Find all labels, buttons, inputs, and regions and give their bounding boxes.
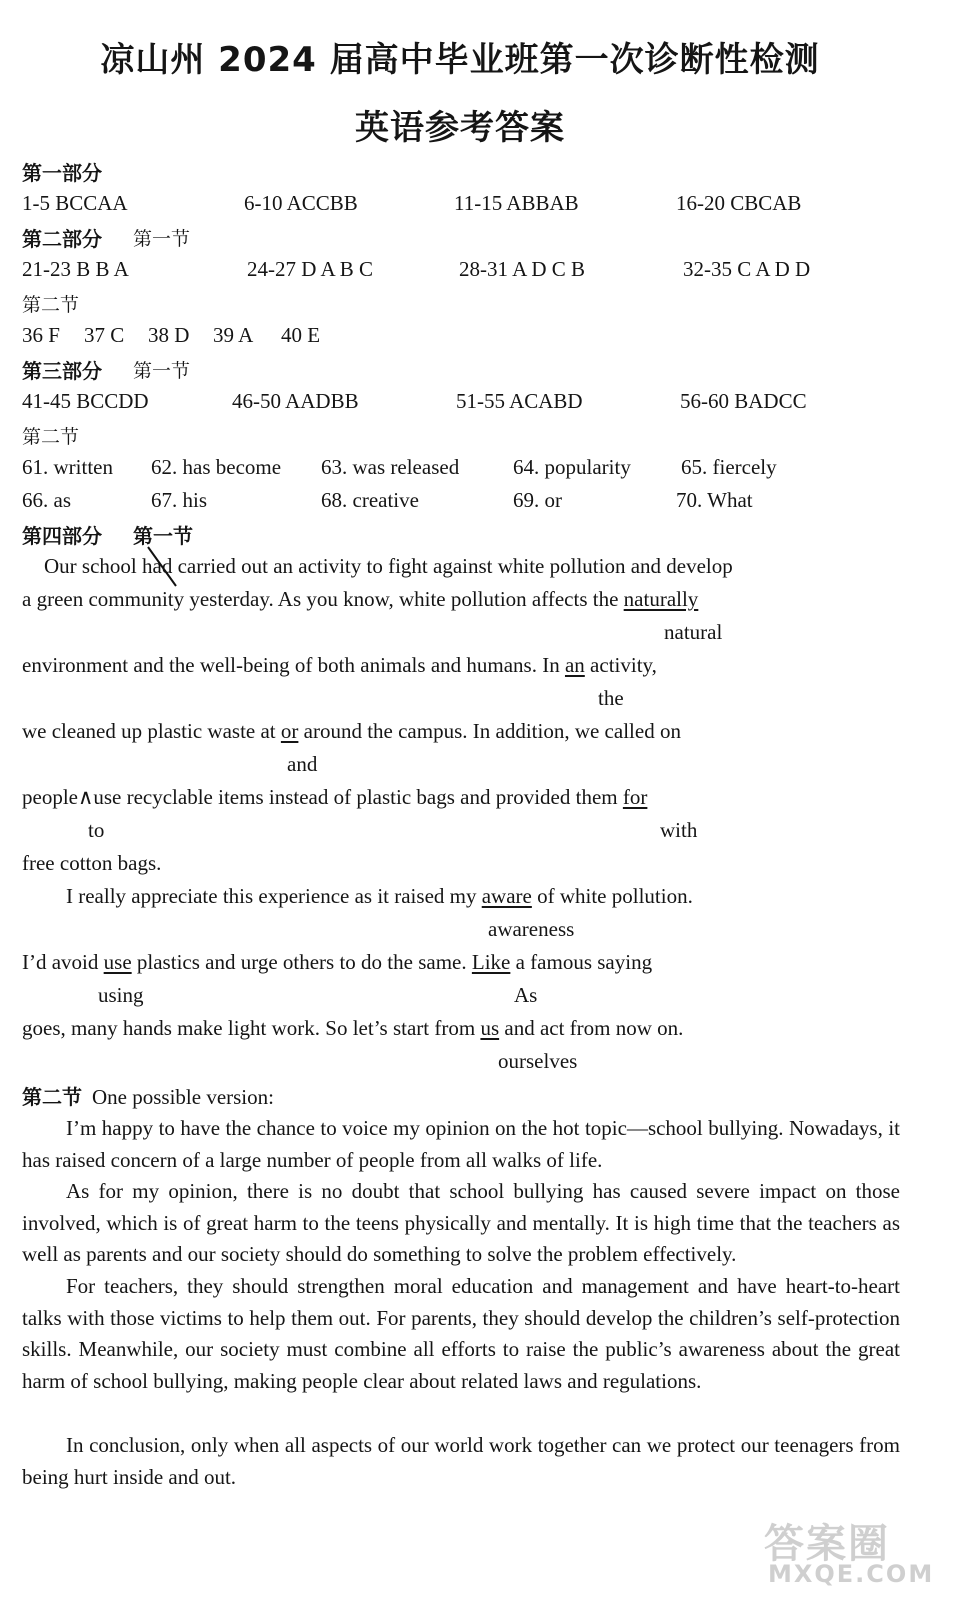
answer-group: 39 A xyxy=(213,323,254,347)
correction-line-9 xyxy=(22,1016,683,1041)
part3-section2: 第二节 xyxy=(22,426,80,448)
essay-paragraph: I’m happy to have the chance to voice my opinion on the hot topic—school bullying. Nowadays, it has raised concern of a large number of people from all walks of life. xyxy=(22,1116,900,1172)
error-word: us xyxy=(480,1016,500,1040)
answer-group: 40 E xyxy=(281,323,321,347)
answer-group: 11-15 ABBAB xyxy=(454,191,579,215)
answer-group: 6-10 ACCBB xyxy=(244,191,358,215)
correction-line-4 xyxy=(22,719,681,744)
text-run: around the campus. In addition, we called on xyxy=(298,719,681,743)
answer-item: 65. fiercely xyxy=(681,455,777,479)
answer-group: 16-20 CBCAB xyxy=(676,191,802,215)
page-title: 凉山州 2024 届高中毕业班第一次诊断性检测 xyxy=(100,40,820,80)
answer-group: 21-23 B B A xyxy=(22,257,129,281)
error-word: an xyxy=(564,653,585,677)
answer-group: 1-5 BCCAA xyxy=(22,191,128,215)
insert-caret: ∧ xyxy=(77,785,94,809)
correction-word: natural xyxy=(664,620,723,644)
text-run: a green community yesterday. As you know, white pollution affects the xyxy=(22,587,624,611)
error-word: Like xyxy=(471,950,511,974)
correction-word: with xyxy=(660,818,698,842)
text-run: activity, xyxy=(584,653,657,677)
text-run: and act from now on. xyxy=(499,1016,684,1040)
answer-item: 70. What xyxy=(676,488,753,512)
correction-line-8 xyxy=(22,950,652,975)
correction-line-2 xyxy=(22,587,698,612)
answer-group: 41-45 BCCDD xyxy=(22,389,149,413)
text-run: carried out an activity to fight against white pollution and develop xyxy=(172,554,733,578)
correction-word: the xyxy=(598,686,624,710)
text-run: we cleaned up plastic waste at xyxy=(22,719,281,743)
correction-line-6: free cotton bags. xyxy=(22,851,162,875)
answer-group: 37 C xyxy=(84,323,125,347)
correction-word: ourselves xyxy=(498,1049,578,1073)
answer-group: 32-35 C A D D xyxy=(683,257,811,281)
answer-item: 67. his xyxy=(151,488,208,512)
text-run: use recyclable items instead of plastic bags and provided them xyxy=(93,785,623,809)
answer-group: 38 D xyxy=(148,323,190,347)
deleted-word: had xyxy=(142,554,173,578)
part4-section2: 第二节 xyxy=(22,1085,82,1109)
essay-label: One possible version: xyxy=(92,1085,274,1109)
answer-item: 62. has become xyxy=(151,455,282,479)
answer-group: 46-50 AADBB xyxy=(232,389,359,413)
essay-paragraph: In conclusion, only when all aspects of our world work together can we protect our teenagers from being hurt inside and out. xyxy=(22,1433,900,1489)
part3-section1: 第一节 xyxy=(133,360,191,382)
correction-word: As xyxy=(514,983,538,1007)
correction-line-5 xyxy=(22,785,647,810)
error-word: use xyxy=(103,950,132,974)
answer-item: 64. popularity xyxy=(513,455,631,479)
essay-paragraph: As for my opinion, there is no doubt that school bullying has caused severe impact on those involved, which is of great harm to the teens physically and mentally. It is high time that the teachers as well as parents and our society should do something to solve the problem effectively. xyxy=(22,1179,900,1266)
error-word: aware xyxy=(481,884,532,908)
answer-group: 28-31 A D C B xyxy=(459,257,586,281)
error-word: or xyxy=(280,719,299,743)
part4-section1: 第一节 xyxy=(133,524,193,548)
correction-word: awareness xyxy=(488,917,575,941)
answer-group: 51-55 ACABD xyxy=(456,389,583,413)
correction-word: and xyxy=(287,752,318,776)
part3-heading: 第三部分 xyxy=(22,359,102,383)
answer-group: 56-60 BADCC xyxy=(680,389,807,413)
answer-group: 24-27 D A B C xyxy=(247,257,374,281)
answer-item: 69. or xyxy=(513,488,562,512)
part2-section2: 第二节 xyxy=(22,294,80,316)
text-run: Our school xyxy=(44,554,142,578)
text-run: I’d avoid xyxy=(22,950,104,974)
part2-section1: 第一节 xyxy=(133,228,191,250)
part1-heading: 第一部分 xyxy=(22,161,102,185)
text-run: people xyxy=(22,785,78,809)
part4-heading: 第四部分 xyxy=(22,524,102,548)
watermark-en: MXQE.COM xyxy=(768,1560,935,1588)
delete-mark xyxy=(142,544,182,592)
text-run: plastics and urge others to do the same. xyxy=(131,950,472,974)
essay-paragraph: For teachers, they should strengthen moral education and management and have heart-to-heart talks with those victims to help them out. For parents, they should develop the children’s self-protection skills. Meanwhile, our society must combine all efforts to raise the public’s awareness about the great harm of school bullying, making people clear about related laws and regulations. xyxy=(22,1274,900,1393)
text-run: I really appreciate this experience as it raised my xyxy=(66,884,482,908)
text-run: of white pollution. xyxy=(531,884,693,908)
error-word: for xyxy=(622,785,648,809)
watermark-cn: 答案圈 xyxy=(764,1521,890,1567)
watermark-logo xyxy=(764,1512,934,1592)
answer-item: 61. written xyxy=(22,455,113,479)
error-word: naturally xyxy=(623,587,699,611)
text-run: a famous saying xyxy=(510,950,653,974)
correction-word: to xyxy=(88,818,105,842)
correction-word: using xyxy=(98,983,144,1007)
part4-section2-line xyxy=(22,1081,274,1110)
answer-group: 36 F xyxy=(22,323,60,347)
correction-line-7 xyxy=(66,884,693,909)
answer-item: 63. was released xyxy=(321,455,460,479)
correction-line-3 xyxy=(22,653,657,678)
answer-item: 66. as xyxy=(22,488,71,512)
text-run: environment and the well-being of both animals and humans. In xyxy=(22,653,565,677)
part2-heading: 第二部分 xyxy=(22,227,102,251)
answer-item: 68. creative xyxy=(321,488,419,512)
page-subtitle: 英语参考答案 xyxy=(355,108,565,148)
text-run: goes, many hands make light work. So let’s start from xyxy=(22,1016,481,1040)
